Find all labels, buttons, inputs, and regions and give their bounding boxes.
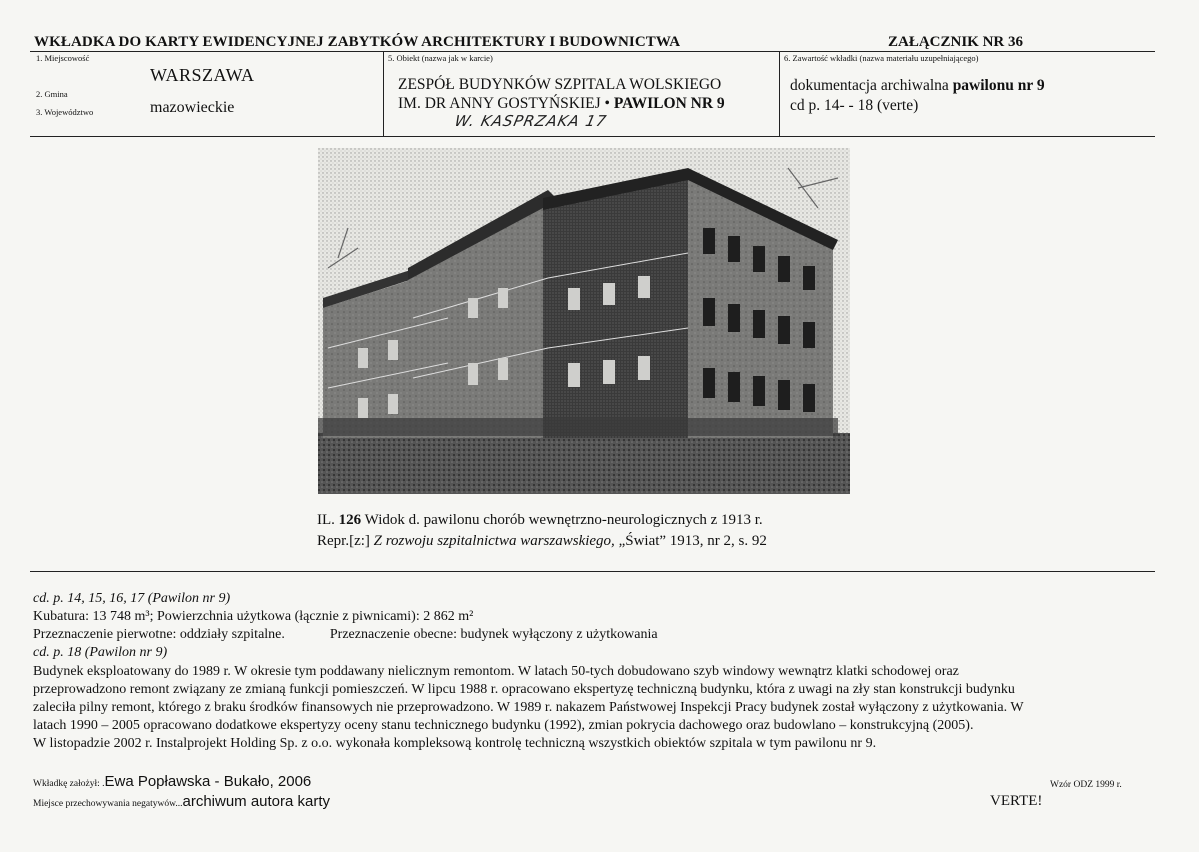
location-label: 1. Miejscowość	[36, 53, 90, 63]
current-purpose: Przeznaczenie obecne: budynek wyłączony z użytkowania	[329, 627, 658, 642]
column-divider-1	[383, 51, 384, 136]
object-name-line2	[398, 95, 725, 113]
column-divider-2	[779, 51, 780, 136]
caption-repr: Repr.[z:]	[317, 533, 374, 549]
original-purpose: Przeznaczenie pierwotne: oddziały szpitalne.	[33, 627, 285, 642]
content-bold: pawilonu nr 9	[952, 77, 1045, 94]
caption-bottom-rule	[30, 571, 1155, 572]
content-prefix: dokumentacja archiwalna	[790, 77, 953, 94]
history-paragraph-line: Budynek eksploatowany do 1989 r. W okresie tym poddawany nielicznym remontom. W latach 50-tych dobudowano szyb windowy wewnątrz klatki schodowej oraz	[33, 664, 959, 679]
content-line1	[790, 77, 1045, 95]
purpose-line	[33, 627, 658, 643]
location-value: WARSZAWA	[150, 65, 255, 85]
historic-building-photo	[318, 148, 850, 494]
object-name-line1: ZESPÓŁ BUDYNKÓW SZPITALA WOLSKIEGO	[398, 76, 722, 93]
form-version: Wzór ODZ 1999 r.	[1050, 780, 1122, 790]
section-ref-1: cd. p. 14, 15, 16, 17 (Pawilon nr 9)	[33, 591, 231, 606]
header-bottom-rule	[30, 136, 1155, 137]
verte-note: VERTE!	[990, 793, 1043, 809]
volume-area-line: Kubatura: 13 748 m³; Powierzchnia użytkowa (łącznie z piwnicami): 2 862 m²	[33, 609, 474, 624]
voivodeship-value: mazowieckie	[150, 99, 235, 116]
pavilion-number: PAWILON NR 9	[613, 95, 725, 112]
content-line2: cd p. 14- - 18 (verte)	[790, 97, 919, 114]
header-top-rule	[30, 51, 1155, 52]
author-line	[33, 773, 311, 791]
storage-value: archiwum autora karty	[182, 793, 331, 810]
voivodeship-label: 3. Województwo	[36, 107, 94, 117]
handwritten-address: W. KASPRZAKA 17	[453, 112, 609, 130]
commune-label: 2. Gmina	[36, 89, 68, 99]
form-title: WKŁADKA DO KARTY EWIDENCYJNEJ ZABYTKÓW ARCHITEKTURY I BUDOWNICTWA	[34, 34, 681, 50]
photo-caption-line2	[317, 533, 767, 550]
history-paragraph-line: przeprowadzono remont związany ze zmianą funkcji pomieszczeń. W lipcu 1988 r. opracowano ekspertyzę techniczną budynku, która z uwagi na zły stan konstrukcji budynku	[33, 682, 1015, 697]
storage-line	[33, 793, 330, 811]
illustration-number: 126	[338, 512, 362, 528]
history-paragraph-line: latach 1990 – 2005 opracowano dodatkowe ekspertyzy oceny stanu technicznego budynku (1992), zmian pokrycia dachowego oraz budowlano – konstrukcyjną (2005).	[33, 718, 974, 733]
section-ref-2: cd. p. 18 (Pawilon nr 9)	[33, 645, 168, 660]
content-label: 6. Zawartość wkładki (nazwa materiału uzupełniającego)	[784, 53, 979, 63]
building-illustration	[318, 148, 850, 494]
author-value: Ewa Popławska - Bukało, 2006	[104, 773, 312, 790]
object-name-prefix: IM. DR ANNY GOSTYŃSKIEJ •	[398, 95, 614, 112]
caption-prefix: IL.	[317, 512, 339, 528]
caption-source-title: Z rozwoju szpitalnictwa warszawskiego,	[373, 533, 615, 549]
photo-caption-line1	[317, 512, 763, 529]
history-paragraph-line: W listopadzie 2002 r. Instalprojekt Holding Sp. z o.o. wykonała kompleksową kontrolę techniczną wszystkich obiektów szpitala w tym pawilonu nr 9.	[33, 736, 877, 751]
history-paragraph-line: zaleciła pilny remont, którego z braku środków finansowych nie przeprowadzono. W 1989 r. nakazem Państwowej Inspekcji Pracy budynek został wyłączony z użytkowania. W	[33, 700, 1024, 715]
annex-number: ZAŁĄCZNIK NR 36	[888, 34, 1024, 50]
author-label: Wkładkę założył: .	[33, 779, 105, 789]
object-label: 5. Obiekt (nazwa jak w karcie)	[388, 53, 493, 63]
caption-source-rest: „Świat” 1913, nr 2, s. 92	[614, 533, 767, 549]
caption-text: Widok d. pawilonu chorób wewnętrzno-neurologicznych z 1913 r.	[361, 512, 763, 528]
storage-label: Miejsce przechowywania negatywów...	[33, 799, 183, 809]
